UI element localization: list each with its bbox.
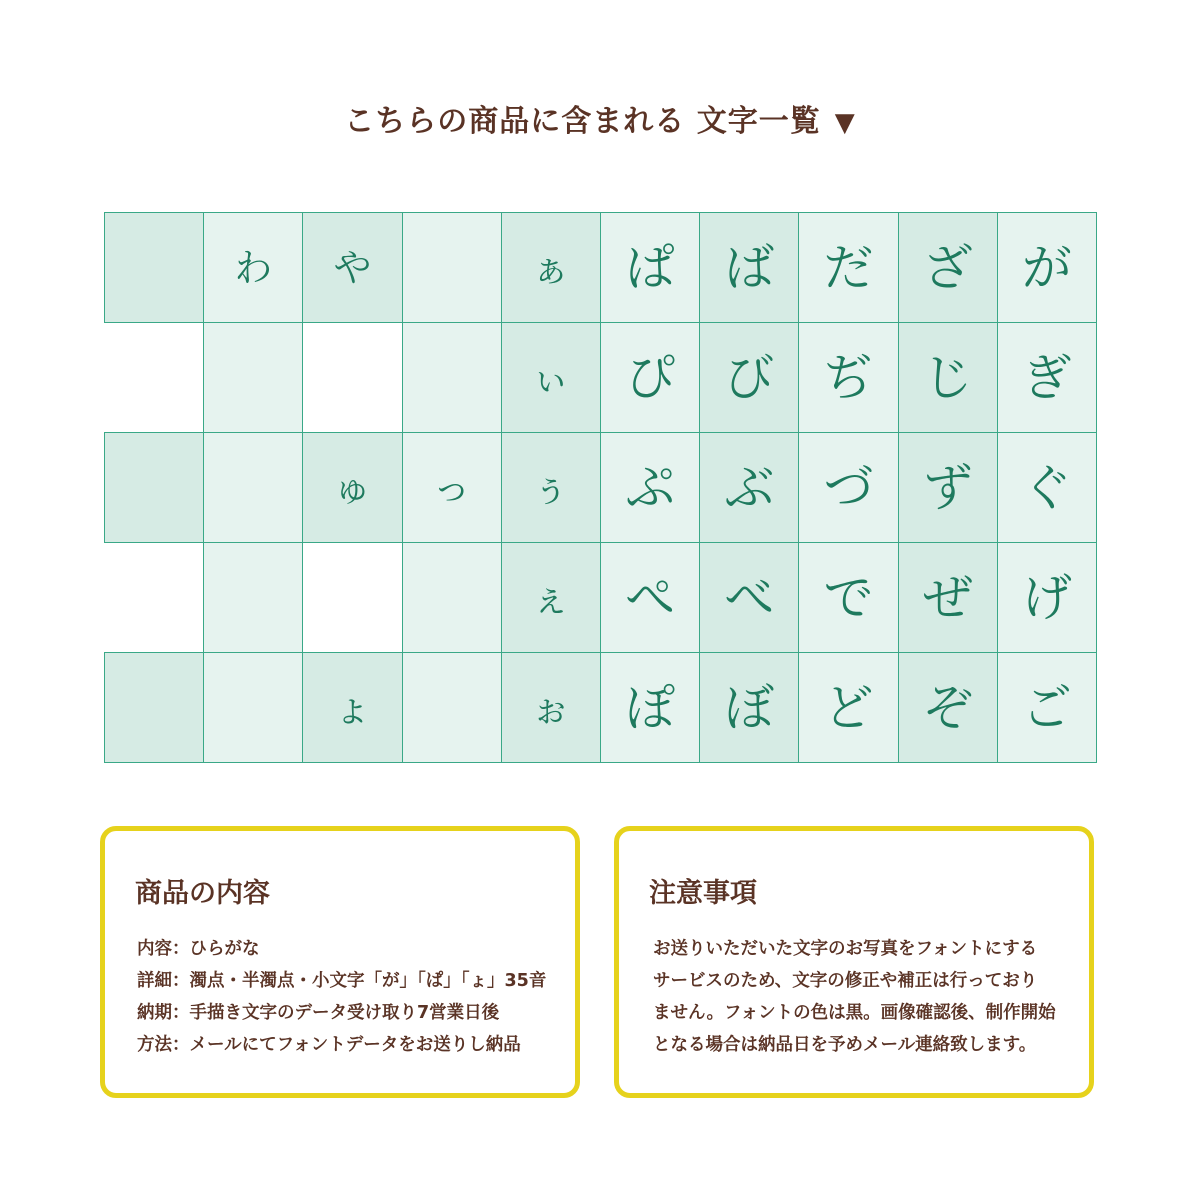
grid-cell xyxy=(203,542,303,653)
heading-text: こちらの商品に含まれる 文字一覧 xyxy=(344,104,821,139)
grid-character: ば xyxy=(724,238,775,297)
down-triangle-icon: ▼ xyxy=(834,108,856,138)
grid-character: ぷ xyxy=(625,458,676,517)
grid-cell xyxy=(798,322,898,433)
grid-cell xyxy=(104,542,204,653)
grid-character: べ xyxy=(724,568,775,627)
grid-character: ど xyxy=(823,678,874,737)
grid-cell xyxy=(203,652,303,763)
grid-cell xyxy=(798,652,898,763)
grid-cell xyxy=(104,212,204,323)
grid-cell xyxy=(699,542,799,653)
grid-character: ゅ xyxy=(333,465,372,510)
grid-character: が xyxy=(1021,238,1072,297)
grid-cell xyxy=(997,212,1097,323)
grid-cell xyxy=(501,652,601,763)
product-contents-box xyxy=(100,826,580,1098)
grid-character: ぜ xyxy=(922,568,973,627)
grid-character: や xyxy=(333,245,372,290)
grid-cell xyxy=(402,322,502,433)
grid-cell xyxy=(203,322,303,433)
product-line-content: 内容：ひらがな xyxy=(137,939,260,959)
grid-cell xyxy=(402,652,502,763)
page-heading xyxy=(0,100,1200,145)
grid-cell xyxy=(600,542,700,653)
grid-cell xyxy=(898,212,998,323)
grid-character: び xyxy=(724,348,775,407)
grid-cell xyxy=(600,652,700,763)
grid-character: ぴ xyxy=(625,348,676,407)
product-line-method: 方法：メールにてフォントデータをお送りし納品 xyxy=(137,1035,521,1055)
grid-character: ぼ xyxy=(724,678,775,737)
grid-character: ょ xyxy=(333,685,372,730)
grid-cell xyxy=(898,652,998,763)
grid-cell xyxy=(302,432,402,543)
notes-box xyxy=(614,826,1094,1098)
grid-character: ぞ xyxy=(922,678,973,737)
grid-cell xyxy=(600,322,700,433)
product-contents-title: 商品の内容 xyxy=(135,878,270,909)
grid-cell xyxy=(501,542,601,653)
grid-character: ぅ xyxy=(531,465,570,510)
grid-cell xyxy=(104,432,204,543)
grid-character: げ xyxy=(1021,568,1072,627)
grid-character: ぢ xyxy=(823,348,874,407)
grid-character: で xyxy=(823,568,874,627)
grid-cell xyxy=(402,542,502,653)
grid-character: ぁ xyxy=(531,245,570,290)
grid-character: ぇ xyxy=(531,575,570,620)
grid-cell xyxy=(798,212,898,323)
grid-cell xyxy=(203,212,303,323)
grid-character: ぉ xyxy=(531,685,570,730)
grid-cell xyxy=(898,432,998,543)
grid-cell xyxy=(501,432,601,543)
grid-cell xyxy=(798,542,898,653)
grid-cell xyxy=(302,542,402,653)
grid-cell xyxy=(203,432,303,543)
grid-character: ぶ xyxy=(724,458,775,517)
product-contents-lines xyxy=(137,933,555,1061)
grid-cell xyxy=(104,652,204,763)
grid-character: ぎ xyxy=(1021,348,1072,407)
character-grid xyxy=(104,212,1096,762)
grid-character: だ xyxy=(823,238,874,297)
grid-character: ぺ xyxy=(625,568,676,627)
grid-cell xyxy=(997,432,1097,543)
grid-cell xyxy=(898,542,998,653)
notes-lines xyxy=(653,933,1069,1061)
grid-cell xyxy=(997,542,1097,653)
notes-line: ません。フォントの色は黒。画像確認後、制作開始 xyxy=(653,1003,1056,1023)
grid-cell xyxy=(600,212,700,323)
notes-title: 注意事項 xyxy=(649,878,757,909)
grid-cell xyxy=(699,322,799,433)
notes-line: サービスのため、文字の修正や補正は行っており xyxy=(653,971,1038,991)
grid-character: ぐ xyxy=(1021,458,1072,517)
grid-character: じ xyxy=(922,348,973,407)
grid-cell xyxy=(402,432,502,543)
grid-cell xyxy=(402,212,502,323)
grid-character: ぽ xyxy=(625,678,676,737)
grid-character: づ xyxy=(823,458,874,517)
grid-cell xyxy=(501,212,601,323)
grid-cell xyxy=(302,212,402,323)
grid-cell xyxy=(302,322,402,433)
grid-cell xyxy=(997,652,1097,763)
grid-cell xyxy=(302,652,402,763)
notes-line: となる場合は納品日を予めメール連絡致します。 xyxy=(653,1035,1037,1055)
grid-character: っ xyxy=(432,465,471,510)
grid-character: ご xyxy=(1021,678,1072,737)
grid-cell xyxy=(699,652,799,763)
grid-cell xyxy=(997,322,1097,433)
notes-line: お送りいただいた文字のお写真をフォントにする xyxy=(653,939,1038,959)
grid-cell xyxy=(699,212,799,323)
grid-cell xyxy=(898,322,998,433)
grid-cell xyxy=(699,432,799,543)
grid-cell xyxy=(104,322,204,433)
grid-character: ぃ xyxy=(531,355,570,400)
grid-cell xyxy=(600,432,700,543)
grid-cell xyxy=(501,322,601,433)
grid-cell xyxy=(798,432,898,543)
product-line-delivery: 納期：手描き文字のデータ受け取り7営業日後 xyxy=(137,1003,500,1023)
grid-character: ざ xyxy=(922,238,973,297)
grid-character: ず xyxy=(922,458,973,517)
grid-character: わ xyxy=(234,245,273,290)
product-line-details: 詳細：濁点・半濁点・小文字「が」「ぱ」「ょ」35音 xyxy=(137,971,547,991)
grid-character: ぱ xyxy=(625,238,676,297)
